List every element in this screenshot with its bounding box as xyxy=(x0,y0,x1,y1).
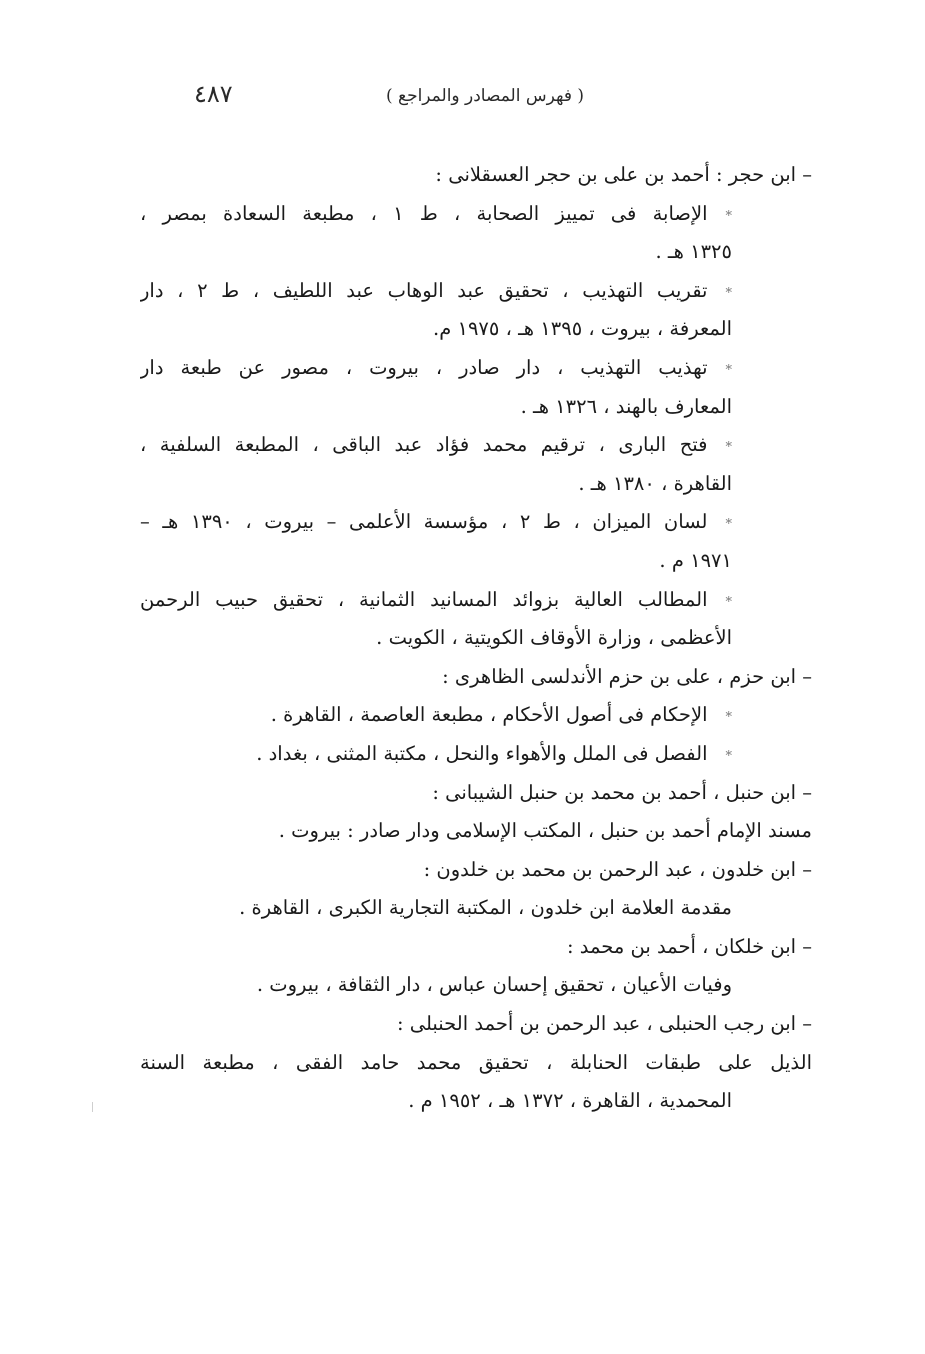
author-entry: – ابن خلكان ، أحمد بن محمد : xyxy=(566,934,812,958)
work-entry-continuation: المعرفة ، بيروت ، ١٣٩٥ هـ ، ١٩٧٥ م. xyxy=(433,317,732,341)
work-entry: مسند الإمام أحمد بن حنبل ، المكتب الإسلامى ودار صادر : بيروت . xyxy=(278,819,812,843)
work-entry: *فتح البارى ، ترقيم محمد فؤاد عبد الباقى ، المطبعة السلفية ، xyxy=(140,433,732,457)
asterisk-bullet-icon: * xyxy=(725,748,732,764)
author-entry: – ابن حزم ، على بن حزم الأندلسى الظاهرى : xyxy=(442,664,812,688)
work-entry-continuation: المعارف بالهند ، ١٣٢٦ هـ . xyxy=(520,394,732,418)
page-header xyxy=(160,80,760,126)
asterisk-bullet-icon: * xyxy=(725,517,733,533)
asterisk-bullet-icon: * xyxy=(725,208,732,224)
work-entry-continuation: ١٣٢٥ هـ . xyxy=(655,240,732,264)
work-entry: *الفصل فى الملل والأهواء والنحل ، مكتبة المثنى ، بغداد . xyxy=(256,741,732,765)
asterisk-bullet-icon: * xyxy=(725,594,732,610)
author-entry: – ابن حجر : أحمد بن على بن حجر العسقلانى : xyxy=(435,163,812,186)
work-entry-continuation: القاهرة ، ١٣٨٠ هـ . xyxy=(578,471,732,495)
work-entry: *تقريب التهذيب ، تحقيق عبد الوهاب عبد اللطيف ، ط ٢ ، دار xyxy=(140,278,732,302)
asterisk-bullet-icon: * xyxy=(725,440,732,456)
bibliography-list xyxy=(140,156,812,1121)
author-entry: – ابن رجب الحنبلى ، عبد الرحمن بن أحمد الحنبلى : xyxy=(396,1012,812,1036)
work-entry: مقدمة العلامة ابن خلدون ، المكتبة التجارية الكبرى ، القاهرة . xyxy=(239,896,732,920)
work-entry-continuation: المحمدية ، القاهرة ، ١٣٧٢ هـ ، ١٩٥٢ م . xyxy=(408,1089,732,1113)
author-entry: – ابن خلدون ، عبد الرحمن بن محمد بن خلدون : xyxy=(423,857,812,881)
running-title: ( فهرس المصادر والمراجع ) xyxy=(385,86,584,106)
asterisk-bullet-icon: * xyxy=(725,285,732,301)
page-number: ٤٨٧ xyxy=(194,80,233,108)
work-entry: *الإصابة فى تمييز الصحابة ، ط ١ ، مطبعة السعادة بمصر ، xyxy=(140,201,732,225)
work-entry: الذيل على طبقات الحنابلة ، تحقيق محمد حامد الفقى ، مطبعة السنة xyxy=(140,1050,812,1074)
work-entry: *لسان الميزان ، ط ٢ ، مؤسسة الأعلمى – بيروت ، ١٣٩٠ هـ – xyxy=(140,510,733,534)
asterisk-bullet-icon: * xyxy=(725,362,732,378)
work-entry: *الإحكام فى أصول الأحكام ، مطبعة العاصمة ، القاهرة . xyxy=(270,703,732,727)
work-entry: وفيات الأعيان ، تحقيق إحسان عباس ، دار الثقافة ، بيروت . xyxy=(256,973,732,997)
work-entry-continuation: ١٩٧١ م . xyxy=(659,548,732,572)
work-entry: *تهذيب التهذيب ، دار صادر ، بيروت ، مصور عن طبعة دار xyxy=(140,355,732,379)
author-entry: – ابن حنبل ، أحمد بن محمد بن حنبل الشيبانى : xyxy=(432,780,812,804)
scan-mark xyxy=(92,1102,93,1112)
work-entry-continuation: الأعظمى ، وزارة الأوقاف الكويتية ، الكويت . xyxy=(376,626,732,650)
asterisk-bullet-icon: * xyxy=(725,710,732,726)
work-entry: *المطالب العالية بزوائد المسانيد الثمانية ، تحقيق حبيب الرحمن xyxy=(140,587,732,611)
